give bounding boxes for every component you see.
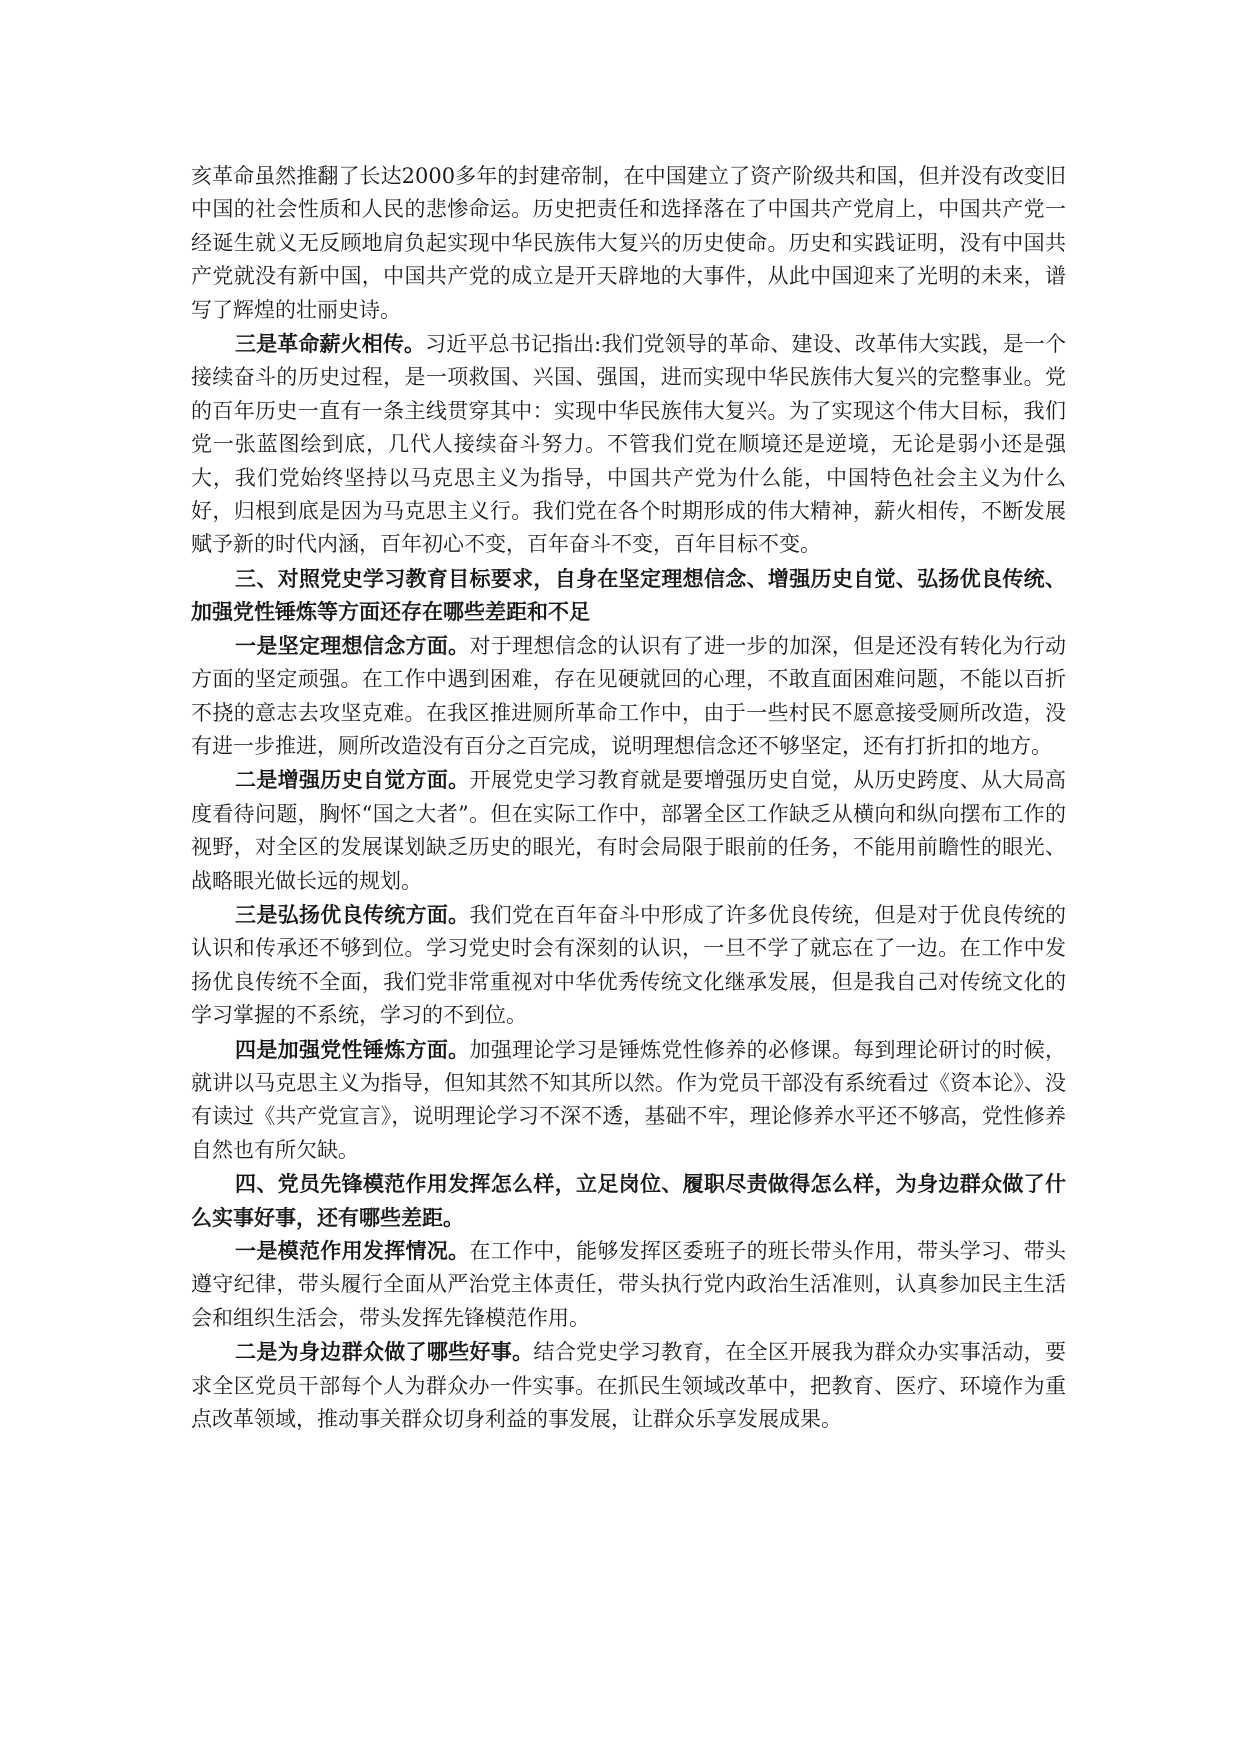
paragraph-text: 习近平总书记指出:我们党领导的革命、建设、改革伟大实践，是一个接续奋斗的历史过程，是一项救国、兴国、强国，进而实现中华民族伟大复兴的完整事业。党的百年历史一直有一条主线贯穿其中：实现中华民族伟大复兴。为了实现这个伟大目标，我们党一张蓝图绘到底，几代人接续奋斗努力。不管我们党在顺境还是逆境，无论是弱小还是强大，我们党始终坚持以马克思主义为指导，中国共产党为什么能，中国特色社会主义为什么好，归根到底是因为马克思主义行。我们党在各个时期形成的伟大精神，薪火相传，不断发展赋予新的时代内涵，百年初心不变，百年奋斗不变，百年目标不变。: [191, 332, 1066, 557]
paragraph-lead: 二是为身边群众做了哪些好事。: [235, 1339, 534, 1365]
paragraph-text: 我们党在百年奋斗中形成了许多优良传统，但是对于优良传统的认识和传承还不够到位。学习党史时会有深刻的认识，一旦不学了就忘在了一边。在工作中发扬优良传统不全面，我们党非常重视对中华优秀传统文化继承发展，但是我自己对传统文化的学习掌握的不系统，学习的不到位。: [191, 902, 1067, 1028]
paragraph-text: 亥革命虽然推翻了长达2000多年的封建帝制，在中国建立了资产阶级共和国，但并没有改变旧中国的社会性质和人民的悲惨命运。历史把责任和选择落在了中国共产党肩上，中国共产党一经诞生就义无反顾地肩负起实现中华民族伟大复兴的历史使命。历史和实践证明，没有中国共产党就没有新中国，中国共产党的成立是开天辟地的大事件，从此中国迎来了光明的未来，谱写了辉煌的壮丽史诗。: [191, 164, 1066, 322]
paragraph-5: [191, 898, 1066, 1033]
paragraph-4: [191, 763, 1066, 898]
paragraph-lead: 三是弘扬优良传统方面。: [235, 901, 470, 927]
document-page: [191, 160, 1066, 1436]
heading-text: 三、对照党史学习教育目标要求，自身在坚定理想信念、增强历史自觉、弘扬优良传统、加强党性锤炼等方面还存在哪些差距和不足: [191, 565, 1066, 625]
section-heading-3: [191, 562, 1066, 629]
section-heading-4: [191, 1167, 1066, 1234]
paragraph-6: [191, 1033, 1066, 1168]
paragraph-text: 结合党史学习教育，在全区开展我为群众办实事活动，要求全区党员干部每个人为群众办一件实事。在抓民生领域改革中，把教育、医疗、环境作为重点改革领域，推动事关群众切身利益的事发展，让群众乐享发展成果。: [191, 1340, 1066, 1432]
paragraph-lead: 四是加强党性锤炼方面。: [235, 1036, 470, 1062]
paragraph-lead: 二是增强历史自觉方面。: [235, 767, 470, 793]
paragraph-text: 加强理论学习是锤炼党性修养的必修课。每到理论研讨的时候，就讲以马克思主义为指导，但知其然不知其所以然。作为党员干部没有系统看过《资本论》、没有读过《共产党宣言》，说明理论学习不深不透，基础不牢，理论修养水平还不够高，党性修养自然也有所欠缺。: [191, 1037, 1067, 1162]
paragraph-lead: 一是坚定理想信念方面。: [235, 632, 470, 658]
paragraph-lead: 一是模范作用发挥情况。: [235, 1238, 470, 1263]
paragraph-8: [191, 1234, 1066, 1335]
paragraph-text: 对于理想信念的认识有了进一步的加深，但是还没有转化为行动方面的坚定顽强。在工作中遇到困难，存在见硬就回的心理，不敢直面困难问题，不能以百折不挠的意志去攻坚克难。在我区推进厕所革命工作中，由于一些村民不愿意接受厕所改造，没有进一步推进，厕所改造没有百分之百完成，说明理想信念还不够坚定，还有打折扣的地方。: [191, 633, 1067, 758]
paragraph-text: 开展党史学习教育就是要增强历史自觉，从历史跨度、从大局高度看待问题，胸怀“国之大者”。但在实际工作中，部署全区工作缺乏从横向和纵向摆布工作的视野，对全区的发展谋划缺乏历史的眼光，有时会局限于眼前的任务，不能用前瞻性的眼光、战略眼光做长远的规划。: [191, 768, 1067, 893]
heading-text: 四、党员先锋模范作用发挥怎么样，立足岗位、履职尽责做得怎么样，为身边群众做了什么实事好事，还有哪些差距。: [191, 1171, 1066, 1230]
paragraph-0: [191, 160, 1066, 327]
paragraph-lead: 三是革命薪火相传。: [235, 331, 426, 357]
paragraph-3: [191, 629, 1066, 764]
paragraph-9: [191, 1335, 1066, 1436]
paragraph-text: 在工作中，能够发挥区委班子的班长带头作用，带头学习、带头遵守纪律，带头履行全面从严治党主体责任，带头执行党内政治生活准则，认真参加民主生活会和组织生活会，带头发挥先锋模范作用。: [191, 1239, 1067, 1330]
paragraph-1: [191, 327, 1066, 562]
